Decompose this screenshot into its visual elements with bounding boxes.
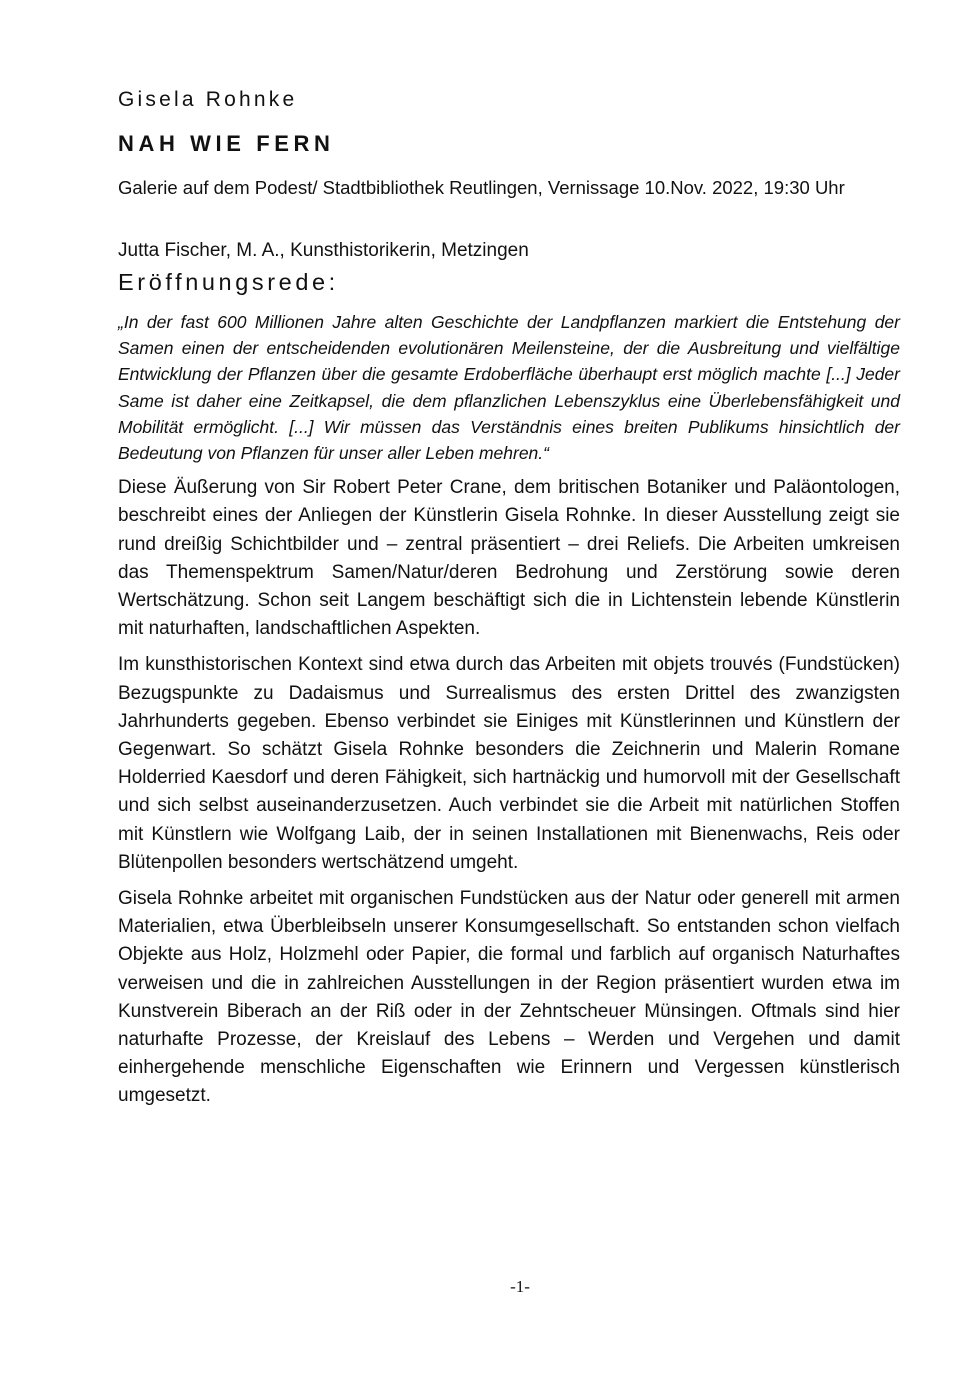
document-body [118,86,900,1111]
opening-quote: „In der fast 600 Millionen Jahre alten Geschichte der Landpflanzen markiert die Entstehung der Samen einen der entscheidenden evolutionären Meilensteine, der die Ausbreitung und vielfältige Entwicklung der Pflanzen über die gesamte Erdoberfläche überhaupt erst möglich machte [...] Jeder Same ist daher eine Zeitkapsel, die dem pflanzlichen Lebenszyklus eine Überlebensfähigkeit und Mobilität ermöglicht. [...] Wir müssen das Verständnis eines breiten Publikums hinsichtlich der Bedeutung von Pflanzen für unser aller Leben mehren.“ [118,312,900,464]
author-name: Gisela Rohnke [118,88,298,111]
body-paragraph: Diese Äußerung von Sir Robert Peter Crane, dem britischen Botaniker und Paläontologen, beschreibt eines der Anliegen der Künstlerin Gisela Rohnke. In dieser Ausstellung zeigt sie rund dreißig Schichtbilder und – zentral präsentiert – drei Reliefs. Die Arbeiten umkreisen das Themenspektrum Samen/Natur/deren Bedrohung und Zerstörung sowie deren Wertschätzung. Schon seit Langem beschäftigt sich die in Lichtenstein lebende Künstlerin mit naturhaften, landschaftlichen Aspekten. [118,477,900,640]
speech-heading: Eröffnungsrede: [118,269,339,295]
body-paragraph: Im kunsthistorischen Kontext sind etwa durch das Arbeiten mit objets trouvés (Fundstücken) Bezugspunkte zu Dadaismus und Surrealismus des ersten Drittel des zwanzigsten Jahrhunderts gegeben. Ebenso verbindet sie Einiges mit Künstlerinnen und Künstlern der Gegenwart. So schätzt Gisela Rohnke besonders die Zeichnerin und Malerin Romane Holderried Kaesdorf und deren Fähigkeit, sich hartnäckig und humorvoll mit der Gesellschaft und sich selbst auseinanderzusetzen. Auch verbindet sie die Arbeit mit natürlichen Stoffen mit Künstlern wie Wolfgang Laib, der in seinen Installationen mit Bienenwachs, Reis oder Blütenpollen besonders wertschätzend umgeht. [118,654,900,873]
speaker-line: Jutta Fischer, M. A., Kunsthistorikerin, Metzingen [118,240,529,261]
body-paragraph: Gisela Rohnke arbeitet mit organischen Fundstücken aus der Natur oder generell mit armen Materialien, etwa Überbleibseln unserer Konsumgesellschaft. So entstanden schon vielfach Objekte aus Holz, Holzmehl oder Papier, die formal und farblich auf organisch Naturhaftes verweisen und die in zahlreichen Ausstellungen in der Region präsentiert wurden etwa im Kunstverein Biberach an der Riß oder in der Zehntscheuer Münsingen. Oftmals sind hier naturhafte Prozesse, der Kreislauf des Lebens – Werden und Vergehen und damit einhergehende menschliche Eigenschaften wie Erinnern und Vergessen künstlerisch umgesetzt. [118,888,900,1107]
page-number: -1- [510,1277,530,1296]
exhibition-title: NAH WIE FERN [118,131,335,156]
venue-line: Galerie auf dem Podest/ Stadtbibliothek Reutlingen, Vernissage 10.Nov. 2022, 19:30 Uhr [118,177,845,198]
